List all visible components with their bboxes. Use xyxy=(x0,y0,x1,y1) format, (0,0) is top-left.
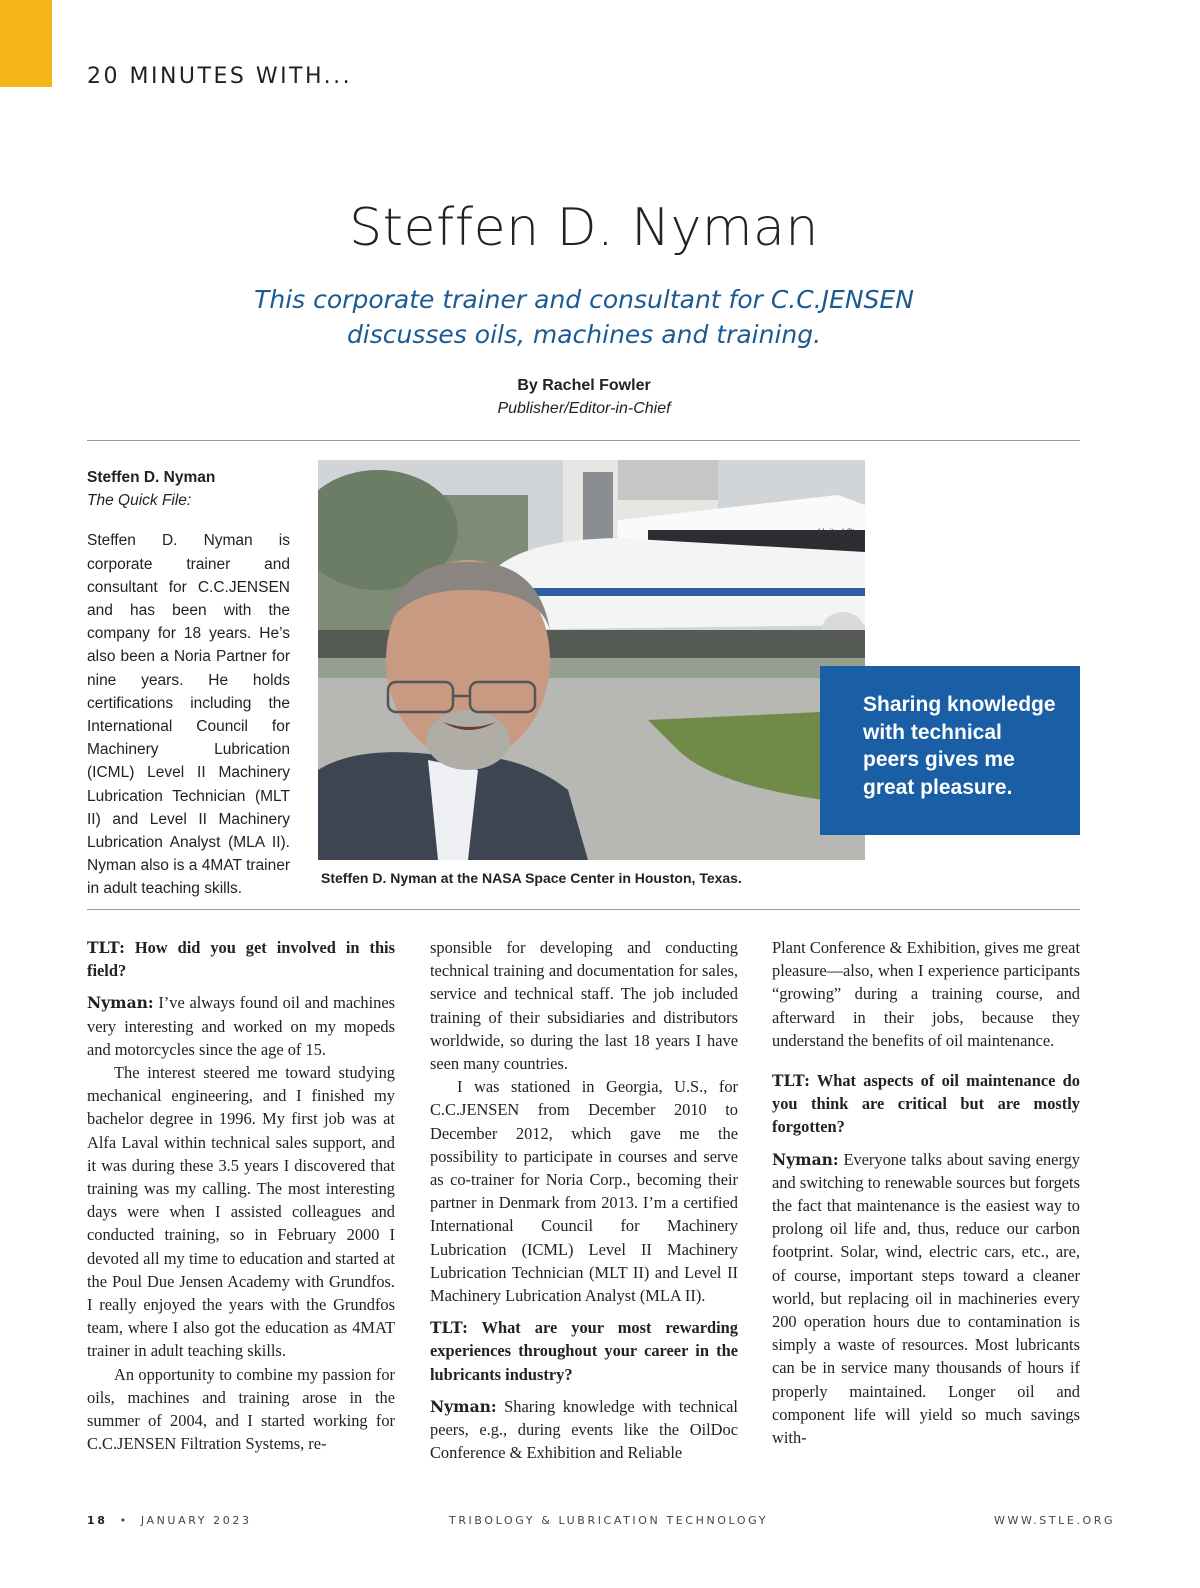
publication-name: TRIBOLOGY & LUBRICATION TECHNOLOGY xyxy=(449,1514,769,1527)
body-column-1 xyxy=(87,936,395,1455)
question-1 xyxy=(87,936,395,982)
quick-file-label: The Quick File: xyxy=(87,492,192,510)
nyman-label: Nyman: xyxy=(430,1396,497,1416)
answer-3-text: Everyone talks about saving energy and switching to renewable sources but forgets the fact that maintenance is the easiest way to prolong oil life and, thus, reduce our carbon footprint. Solar, wind, electric cars, etc., are, of course, important steps toward a cleaner world, but replacing oil in machineries every 200 operation hours due to contamination is simply a waste of resources. Most lubricants can be in service many thousands of hours if properly maintained. Longer oil and component life will yield so much savings with- xyxy=(772,1149,1080,1448)
article-photo xyxy=(318,460,865,860)
quick-file-name: Steffen D. Nyman xyxy=(87,469,216,486)
question-3-text: What aspects of oil maintenance do you think are critical but are mostly forgotten? xyxy=(772,1071,1080,1137)
quick-file-sidebar xyxy=(87,466,290,901)
website-url: WWW.STLE.ORG xyxy=(994,1514,1116,1527)
author-name: By Rachel Fowler xyxy=(517,377,651,394)
question-1-text: How did you get involved in this field? xyxy=(87,938,395,981)
body-column-3 xyxy=(772,936,1080,1449)
answer-2-part-1-text: Sharing knowledge with technical peers, e.g., during events like the OilDoc Conference & Exhibition and Reliable xyxy=(430,1396,738,1463)
tlt-label: TLT: xyxy=(772,1071,810,1091)
nyman-label: Nyman: xyxy=(772,1149,839,1169)
footer-left xyxy=(87,1514,252,1527)
shuttle-marking: United St... xyxy=(818,527,863,537)
answer-1-para-2: The interest steered me toward studying mechanical engineering, and I finished my bachelor degree in 1996. My first job was at Alfa Laval within technical sales support, and it was during these 3.5 years I discovered that training was my calling. The most interesting days were when I assisted colleagues and conducted training, so in February 2000 I devoted all my time to education and started at the Poul Due Jensen Academy with Grundfos. I really enjoyed the years with the Grundfos team, where I also got the education as 4MAT trainer in adult teaching skills. xyxy=(87,1063,395,1361)
top-divider xyxy=(87,440,1080,441)
section-color-tab xyxy=(0,0,52,87)
pull-quote-text: Sharing knowledge with technical peers gives me great pleasure. xyxy=(863,693,1056,799)
answer-1-para-4: I was stationed in Georgia, U.S., for C.C.JENSEN from December 2010 to December 2012, which gave me the possibility to participate in courses and serve as co-trainer for Noria Corp., becoming their partner in Denmark from 2013. I’m a certified International Council for Machinery Lubrication (ICML) Level II Machinery Lubrication Technician (MLT II) and Level II Machinery Lubrication Analyst (MLA II). xyxy=(430,1077,738,1306)
author-role: Publisher/Editor-in-Chief xyxy=(497,400,671,417)
quick-file-body: Steffen D. Nyman is corporate trainer and consultant for C.C.JENSEN and has been with the company for 18 years. He’s also been a Noria Partner for nine years. He holds certifications including the International Council for Machinery Lubrication (ICML) Level II Machinery Lubrication Technician (MLT II) and Level II Machinery Lubrication Analyst (MLA II). Nyman also is a 4MAT trainer in adult teaching skills. xyxy=(87,532,290,898)
photo-illustration xyxy=(318,460,865,860)
tlt-label: TLT: xyxy=(430,1318,468,1338)
answer-2-part-2: Plant Conference & Exhibition, gives me great pleasure—also, when I experience participants “growing” during a training course, and afterward in their jobs, because they understand the benefits of oil maintenance. xyxy=(772,938,1080,1050)
answer-1-para-3b: sponsible for developing and conducting technical training and documentation for sales, service and technical staff. The job included training of their subsidiaries and distributors worldwide, so during the last 18 years I have seen many countries. xyxy=(430,938,738,1074)
answer-1-para-1-text: I’ve always found oil and machines very interesting and worked on my mopeds and motorcycles since the age of 15. xyxy=(87,993,395,1059)
pull-quote-box xyxy=(820,666,1080,835)
section-heading: 20 MINUTES WITH... xyxy=(87,64,353,89)
answer-1-para-3a: An opportunity to combine my passion for oils, machines and training arose in the summer of 2004, and I started working for C.C.JENSEN Filtration Systems, re- xyxy=(87,1364,395,1454)
question-2 xyxy=(430,1316,738,1386)
article-deck xyxy=(0,282,1168,352)
answer-3 xyxy=(772,1148,1080,1450)
byline xyxy=(0,374,1168,420)
footer-separator: • xyxy=(119,1514,129,1527)
article-title: Steffen D. Nyman xyxy=(349,198,819,258)
question-2-text: What are your most rewarding experiences throughout your career in the lubricants industry? xyxy=(430,1318,738,1384)
answer-1-para-1 xyxy=(87,991,395,1061)
tlt-label: TLT: xyxy=(87,938,125,957)
body-column-2 xyxy=(430,936,738,1464)
question-3 xyxy=(772,1069,1080,1139)
nyman-label: Nyman: xyxy=(87,993,154,1013)
deck-line-1: This corporate trainer and consultant for C.C.JENSEN xyxy=(254,285,914,314)
page-number: 18 xyxy=(87,1514,108,1527)
issue-date: JANUARY 2023 xyxy=(140,1514,252,1527)
mid-divider xyxy=(87,909,1080,910)
answer-2-part-1 xyxy=(430,1395,738,1465)
deck-line-2: discusses oils, machines and training. xyxy=(346,320,822,349)
photo-caption: Steffen D. Nyman at the NASA Space Center in Houston, Texas. xyxy=(321,870,742,886)
